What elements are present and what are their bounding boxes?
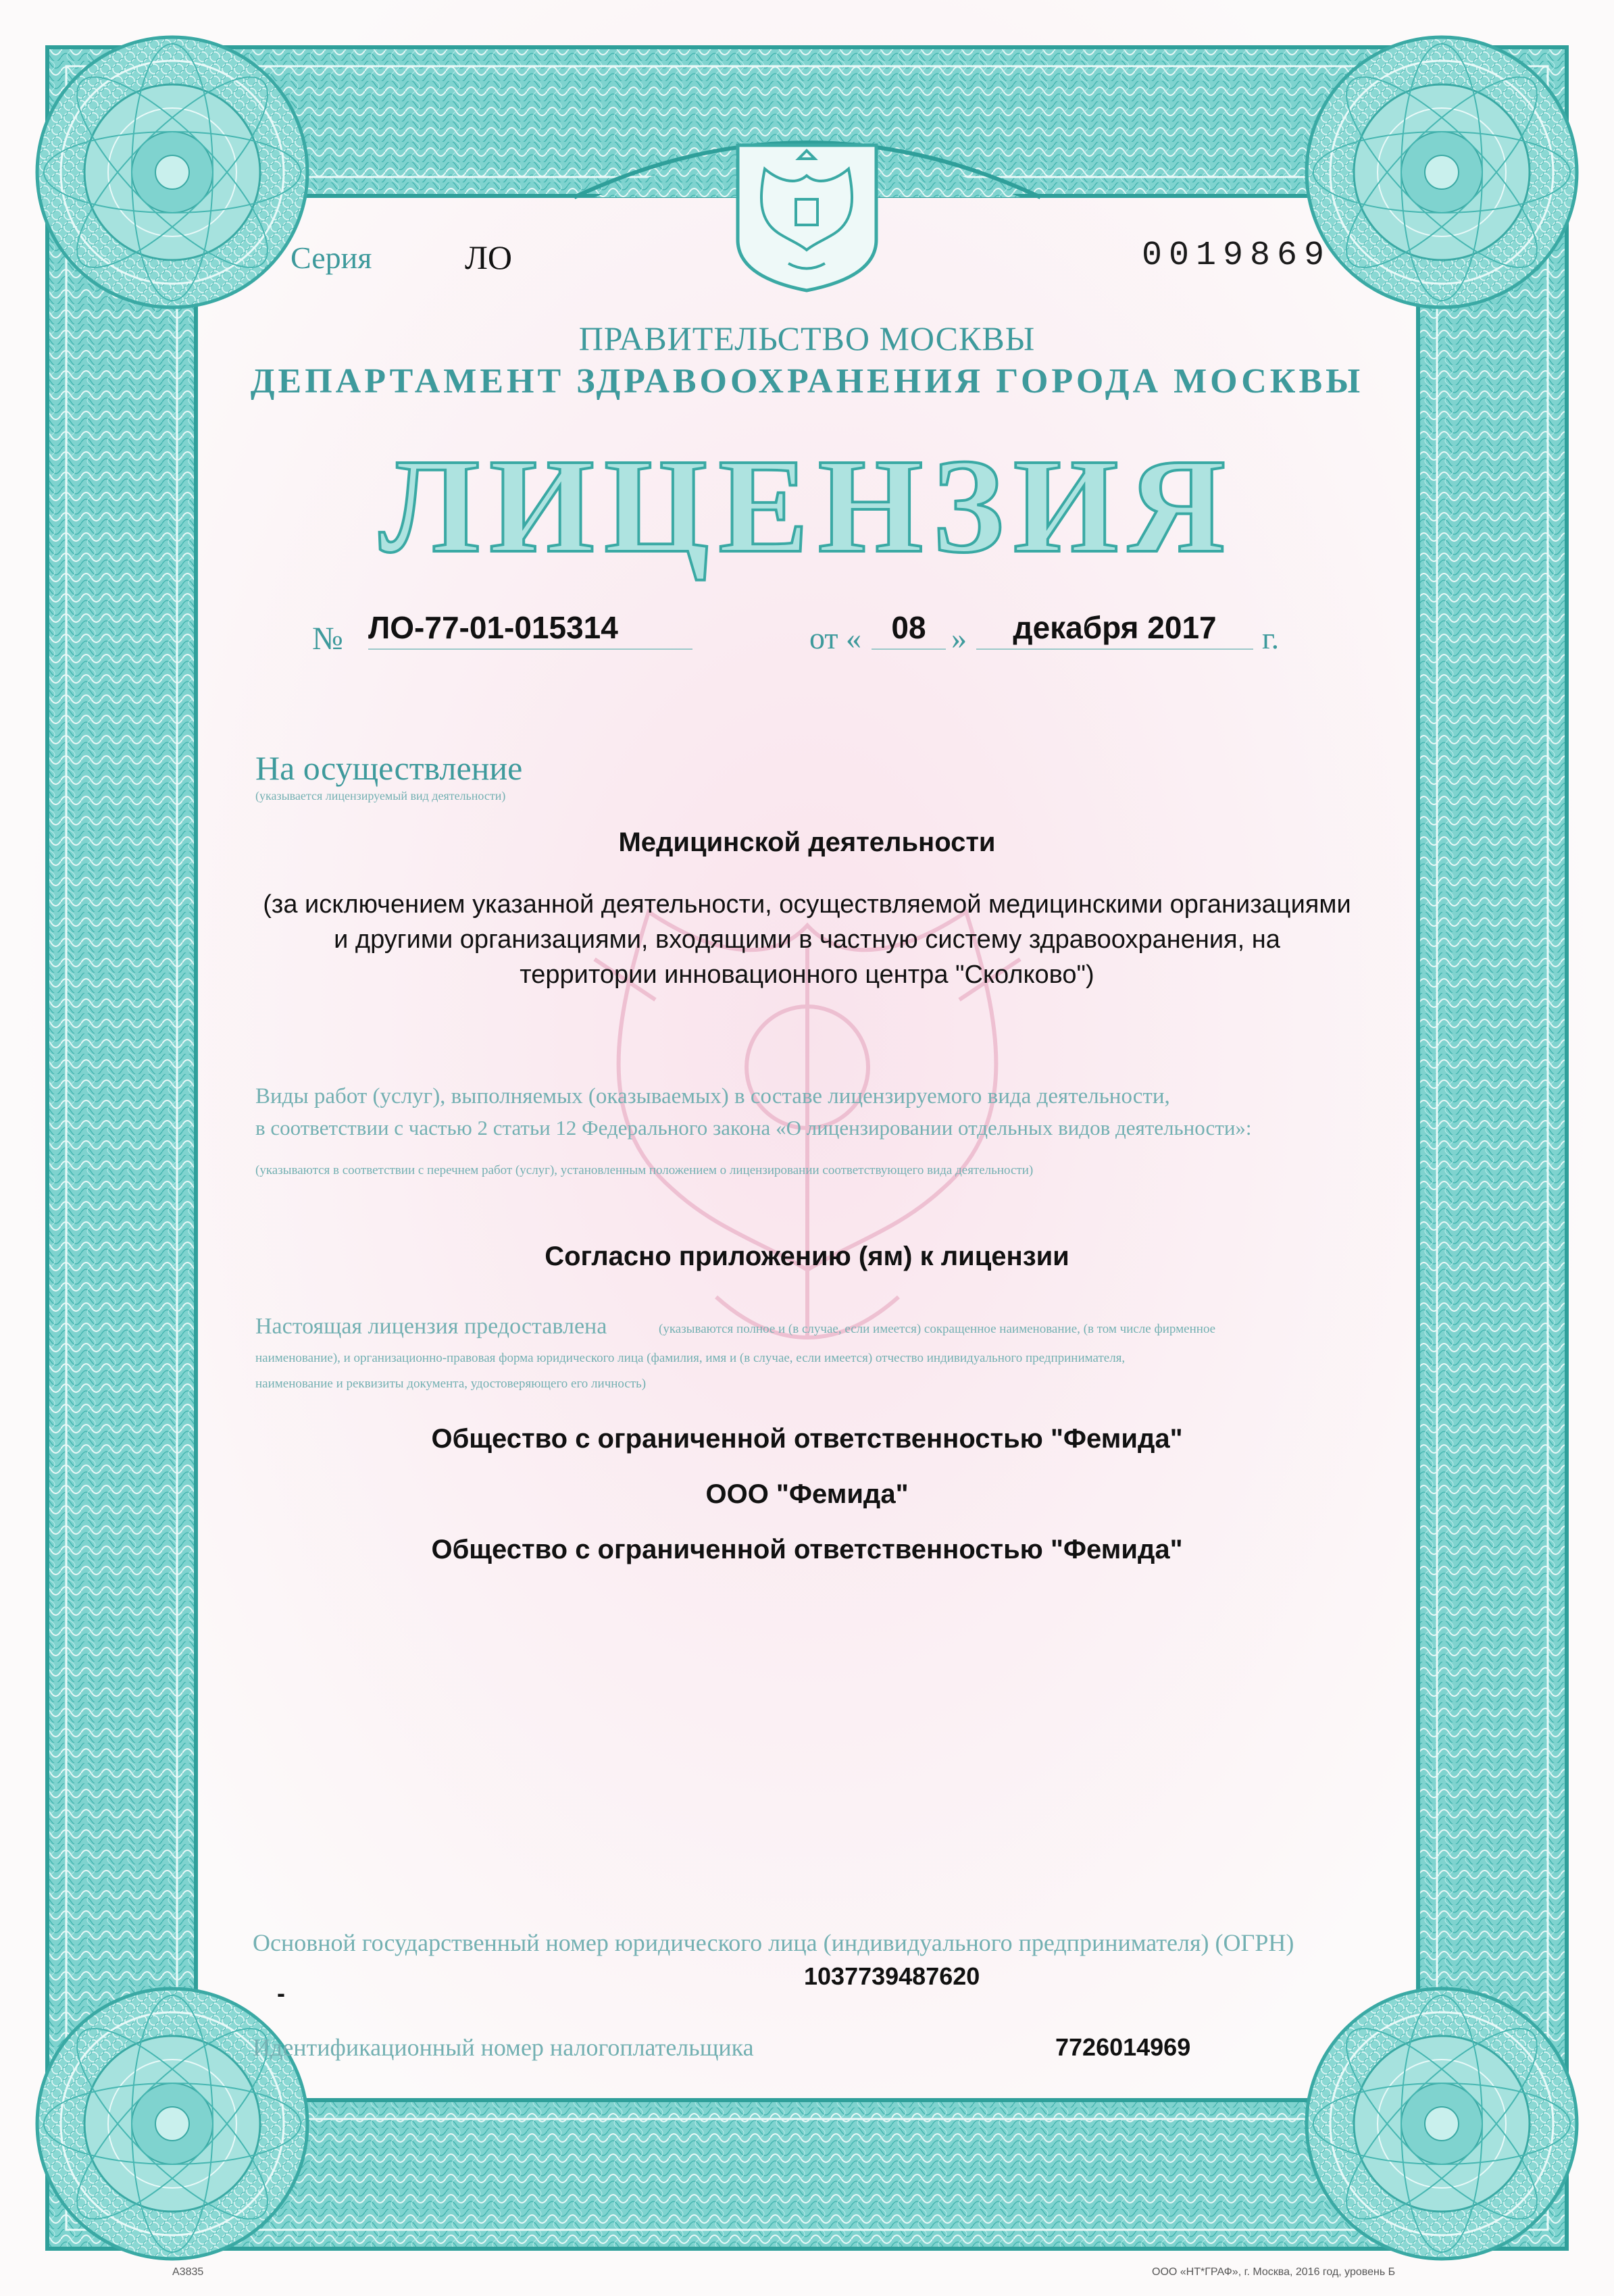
granted-hint-line-2: наименование), и организационно-правовая форма юридического лица (фамилия, имя и (в случае, если имеется) отчество индивидуального предпринимателя, bbox=[255, 1351, 1126, 1365]
authority-line-2: ДЕПАРТАМЕНТ ЗДРАВООХРАНЕНИЯ ГОРОДА МОСКВЫ bbox=[250, 362, 1364, 401]
works-label-line-2: в соответствии с частью 2 статьи 12 Федерального закона «О лицензировании отдельных видов деятельности»: bbox=[255, 1116, 1252, 1140]
footer-printer-info: ООО «НТ*ГРАФ», г. Москва, 2016 год, уровень Б bbox=[1152, 2266, 1396, 2278]
activity-detail-line-1: (за исключением указанной деятельности, осуществляемой медицинскими организациями bbox=[263, 890, 1351, 919]
series-label: Серия bbox=[291, 240, 372, 275]
number-label: № bbox=[312, 621, 343, 657]
works-value: Согласно приложению (ям) к лицензии bbox=[545, 1242, 1069, 1271]
activity-title: Медицинской деятельности bbox=[618, 827, 996, 857]
inn-value: 7726014969 bbox=[1055, 2033, 1191, 2061]
date-month-year: декабря 2017 bbox=[976, 609, 1253, 650]
document-title: ЛИЦЕНЗИЯ bbox=[379, 432, 1235, 581]
purpose-label: На осуществление bbox=[255, 749, 523, 787]
granted-hint-line-3: наименование и реквизиты документа, удостоверяющего его личность) bbox=[255, 1377, 647, 1391]
works-hint: (указываются в соответствии с перечнем работ (услуг), установленным положением о лицензировании соответствующего вида деятельности) bbox=[255, 1163, 1034, 1177]
year-suffix: г. bbox=[1262, 621, 1280, 655]
dash-mark: - bbox=[277, 1979, 285, 2007]
date-day-close: » bbox=[951, 621, 967, 655]
ogrn-value: 1037739487620 bbox=[804, 1962, 980, 1990]
activity-detail-line-3: территории инновационного центра "Сколково") bbox=[520, 961, 1094, 989]
works-label-line-1: Виды работ (услуг), выполняемых (оказываемых) в составе лицензируемого вида деятельности, bbox=[255, 1084, 1170, 1108]
license-number: ЛО-77-01-015314 bbox=[368, 609, 692, 650]
activity-detail-line-2: и другими организациями, входящими в частную систему здравоохранения, на bbox=[334, 925, 1280, 954]
purpose-hint: (указывается лицензируемый вид деятельности) bbox=[255, 789, 506, 802]
organization-short-name: ООО "Фемида" bbox=[705, 1479, 909, 1509]
footer-form-code: А3835 bbox=[172, 2266, 204, 2278]
granted-hint-line-1: (указываются полное и (в случае, если имеется) сокращенное наименование, (в том числе фирменное bbox=[659, 1322, 1216, 1336]
inn-label: Идентификационный номер налогоплательщика bbox=[253, 2034, 754, 2061]
granted-label: Настоящая лицензия предоставлена bbox=[255, 1314, 607, 1339]
date-from-label: от « bbox=[809, 621, 861, 655]
ogrn-label: Основной государственный номер юридического лица (индивидуального предпринимателя) (ОГРН) bbox=[253, 1929, 1294, 1956]
coat-of-arms-icon bbox=[731, 138, 883, 294]
date-day: 08 bbox=[872, 609, 946, 650]
blank-number: 0019869 bbox=[1142, 236, 1332, 275]
organization-full-name: Общество с ограниченной ответственностью "Фемида" bbox=[431, 1424, 1183, 1454]
organization-brand-name: Общество с ограниченной ответственностью "Фемида" bbox=[431, 1535, 1183, 1564]
authority-line-1: ПРАВИТЕЛЬСТВО МОСКВЫ bbox=[578, 320, 1036, 357]
series-value: ЛО bbox=[465, 238, 513, 276]
